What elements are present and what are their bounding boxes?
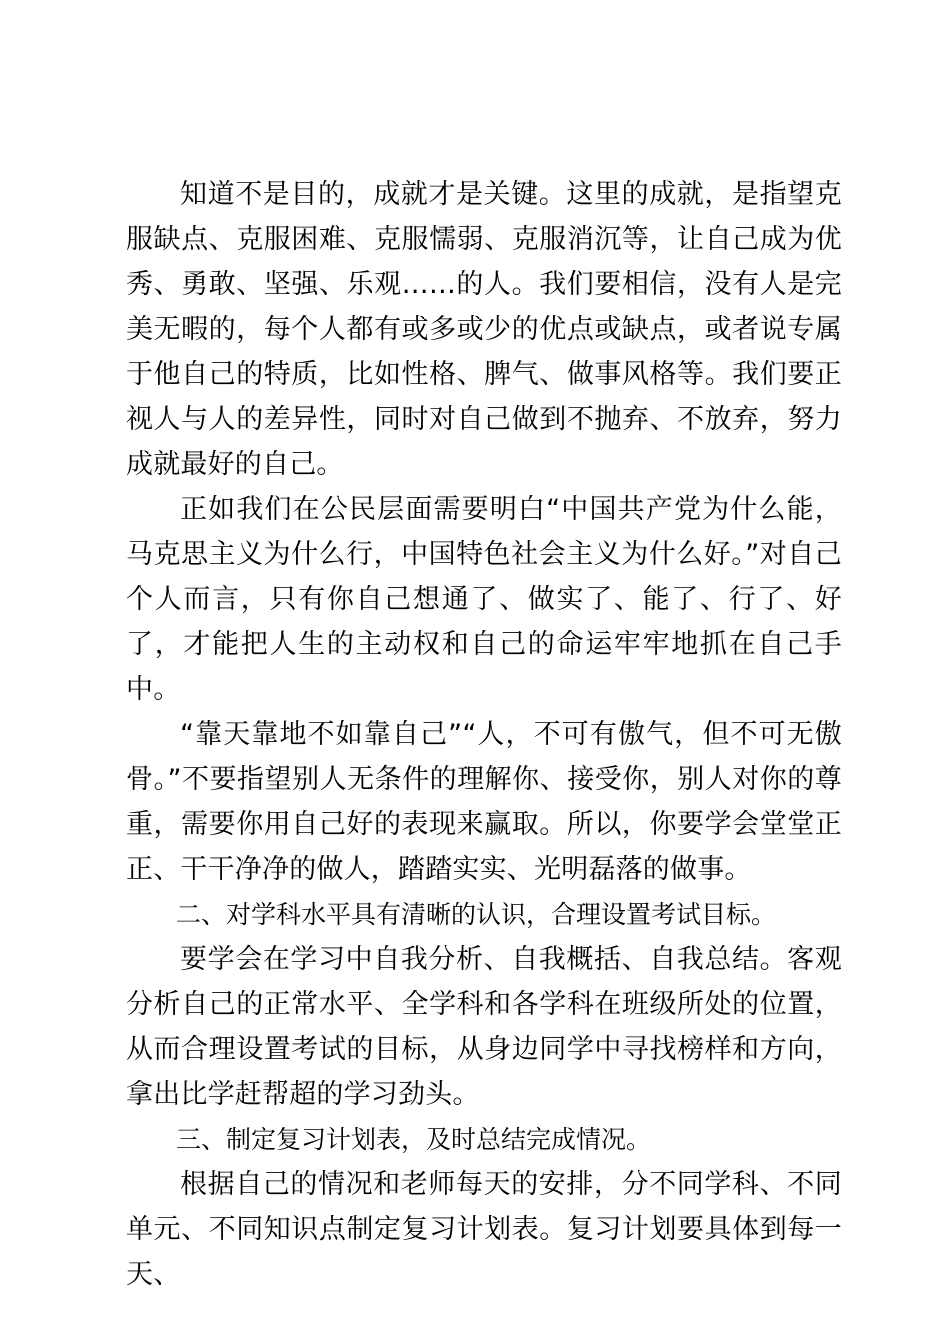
paragraph-citizen-level: 正如我们在公民层面需要明白“中国共产党为什么能，马克思主义为什么行，中国特色社会主义为什么好。”对自己个人而言，只有你自己想通了、做实了、能了、行了、好了，才能把人生的主动权和自己的命运牢牢地抓在自己手中。 <box>126 494 842 705</box>
paragraph-self-analysis: 要学会在学习中自我分析、自我概括、自我总结。客观分析自己的正常水平、全学科和各学科在班级所处的位置，从而合理设置考试的目标，从身边同学中寻找榜样和方向，拿出比学赶帮超的学习劲头。 <box>126 944 842 1110</box>
paragraph-self-reliance: “靠天靠地不如靠自己”“人，不可有傲气，但不可无傲骨。”不要指望别人无条件的理解你、接受你，别人对你的尊重，需要你用自己好的表现来赢取。所以，你要学会堂堂正正、干干净净的做人，踏踏实实、光明磊落的做事。 <box>126 719 842 885</box>
section-heading-3: 三、制定复习计划表，及时总结完成情况。 <box>176 1125 652 1154</box>
paragraph-achievement: 知道不是目的，成就才是关键。这里的成就，是指望克服缺点、克服困难、克服懦弱、克服消沉等，让自己成为优秀、勇敢、坚强、乐观……的人。我们要相信，没有人是完美无暇的，每个人都有或多或少的优点或缺点，或者说专属于他自己的特质，比如性格、脾气、做事风格等。我们要正视人与人的差异性，同时对自己做到不抛弃、不放弃，努力成就最好的自己。 <box>126 179 842 480</box>
document-body <box>126 172 842 1297</box>
paragraph-review-plan: 根据自己的情况和老师每天的安排，分不同学科、不同单元、不同知识点制定复习计划表。复习计划要具体到每一天、 <box>126 1169 842 1290</box>
section-heading-2: 二、对学科水平具有清晰的认识，合理设置考试目标。 <box>176 900 777 929</box>
